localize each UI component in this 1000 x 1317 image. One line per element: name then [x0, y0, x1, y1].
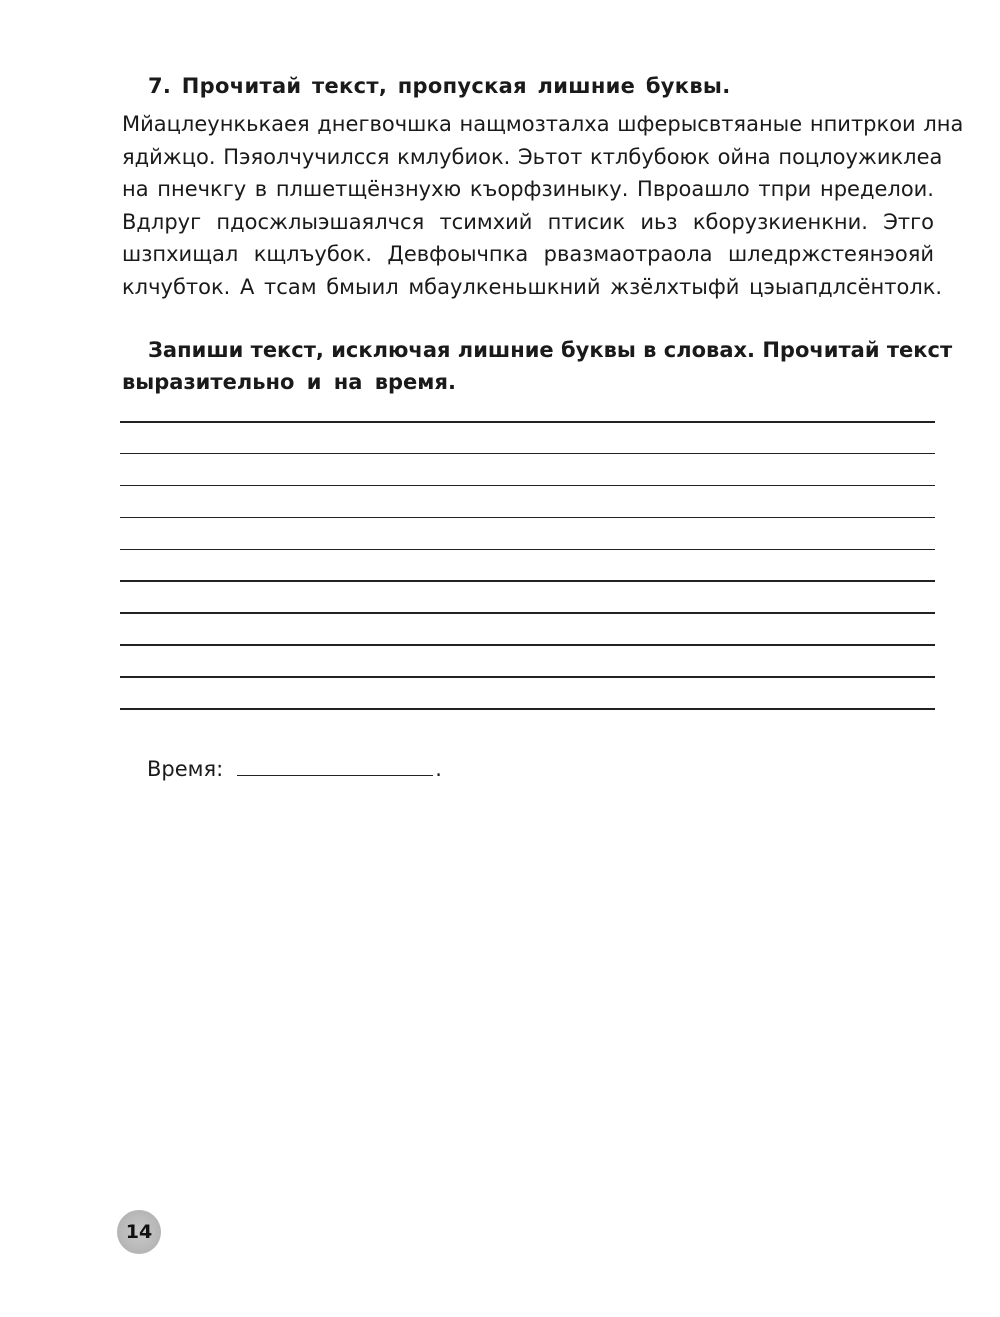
- passage-line: ядйжцо. Пэяолчучилсся кмлубиок. Эьтот ктлбубоюк ойна поцлоужиклеа: [122, 144, 943, 169]
- page-number: 14: [125, 1221, 153, 1243]
- passage-line: Вдлруг пдосжлыэшаялчся тсимхий птисик иьз кборузкиенкни. Этго: [122, 209, 934, 234]
- task-title: 7. Прочитай текст, пропуская лишние буквы.: [148, 74, 731, 98]
- answer-line[interactable]: [120, 517, 935, 519]
- time-row: [147, 757, 442, 781]
- answer-line[interactable]: [120, 708, 935, 710]
- answer-line[interactable]: [120, 453, 935, 455]
- answer-line[interactable]: [120, 644, 935, 646]
- answer-line[interactable]: [120, 421, 935, 423]
- time-input-blank[interactable]: [237, 775, 433, 777]
- writing-instruction: [122, 334, 953, 398]
- page-number-badge: [117, 1210, 161, 1254]
- instruction-line: Запиши текст, исключая лишние буквы в словах. Прочитай текст: [148, 338, 953, 362]
- time-label: Время:: [147, 757, 224, 781]
- answer-line[interactable]: [120, 485, 935, 487]
- passage-line: Мйацлеункькаея днегвочшка нащмозталха шферысвтяаные нпитркои лна: [122, 112, 964, 136]
- passage-line: шзпхищал кщлъубок. Девфоычпка рвазмаотраола шледржстеянэояй: [122, 242, 934, 266]
- passage-line: на пнечкгу в плшетщёнзнухю къорфзиныку. Пвроашло тпри нределои.: [122, 177, 934, 201]
- answer-line[interactable]: [120, 580, 935, 582]
- answer-line[interactable]: [120, 612, 935, 614]
- passage-text: [122, 108, 964, 303]
- time-end-mark: .: [435, 757, 442, 781]
- answer-line[interactable]: [120, 676, 935, 678]
- answer-line[interactable]: [120, 549, 935, 551]
- instruction-line: выразительно и на время.: [122, 370, 456, 394]
- answer-lines[interactable]: [120, 421, 935, 740]
- passage-line: клчубток. А тсам бмыил мбаулкеньшкний жзёлхтыфй цэыапдлсёнтолк.: [122, 274, 943, 299]
